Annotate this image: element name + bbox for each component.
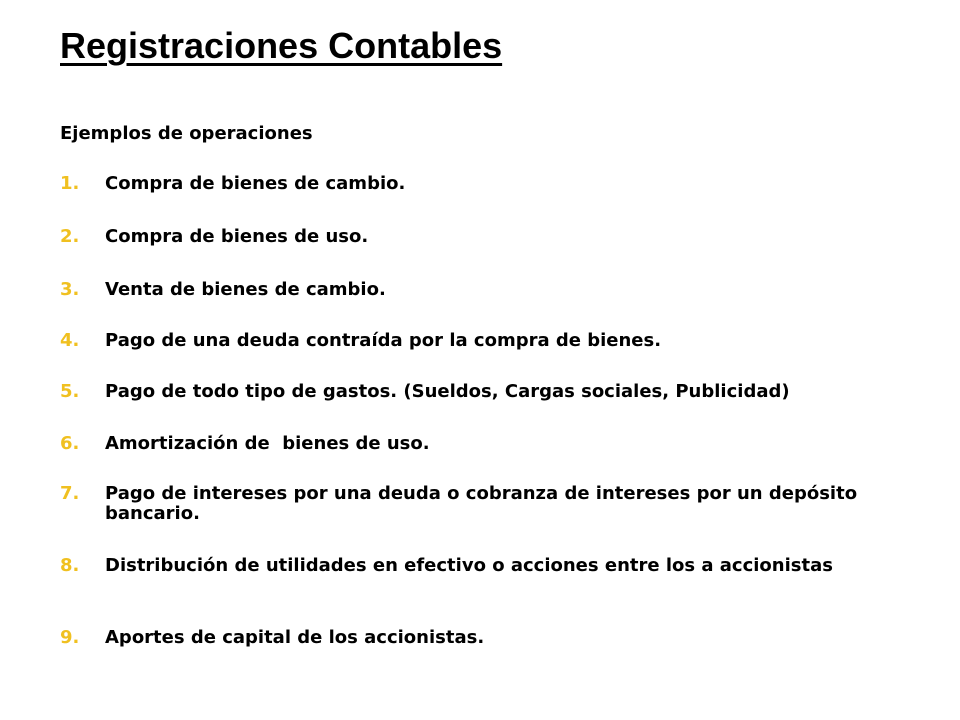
list-item-4: [60, 331, 920, 351]
list-item-text: Pago de una deuda contraída por la compra de bienes.: [105, 330, 662, 351]
slide-subtitle: Ejemplos de operaciones: [60, 123, 313, 144]
list-item-5: [60, 382, 920, 402]
list-item-number: 9.: [60, 627, 80, 648]
list-item-2: [60, 227, 920, 247]
list-item-7: [60, 484, 920, 524]
list-item-number: 4.: [60, 330, 80, 351]
list-item-number: 7.: [60, 483, 80, 504]
list-item-text: Pago de intereses por una deuda o cobranza de intereses por un depósito bancario.: [105, 483, 858, 524]
list-item-6: [60, 434, 920, 454]
list-item-text: Compra de bienes de cambio.: [105, 173, 406, 194]
list-item-1: [60, 174, 920, 194]
list-item-text: Amortización de bienes de uso.: [105, 433, 430, 454]
list-item-text: Pago de todo tipo de gastos. (Sueldos, Cargas sociales, Publicidad): [105, 381, 790, 402]
list-item-number: 3.: [60, 279, 80, 300]
list-item-8: [60, 556, 920, 576]
list-item-number: 5.: [60, 381, 80, 402]
list-item-3: [60, 280, 920, 300]
list-item-9: [60, 628, 920, 648]
list-item-number: 8.: [60, 555, 80, 576]
list-item-text: Aportes de capital de los accionistas.: [105, 627, 485, 648]
list-item-number: 6.: [60, 433, 80, 454]
list-item-text: Venta de bienes de cambio.: [105, 279, 386, 300]
slide-title: Registraciones Contables: [60, 25, 503, 66]
list-item-text: Distribución de utilidades en efectivo o acciones entre los a accionistas: [105, 555, 833, 576]
list-item-number: 1.: [60, 173, 80, 194]
list-item-number: 2.: [60, 226, 80, 247]
list-item-text: Compra de bienes de uso.: [105, 226, 369, 247]
